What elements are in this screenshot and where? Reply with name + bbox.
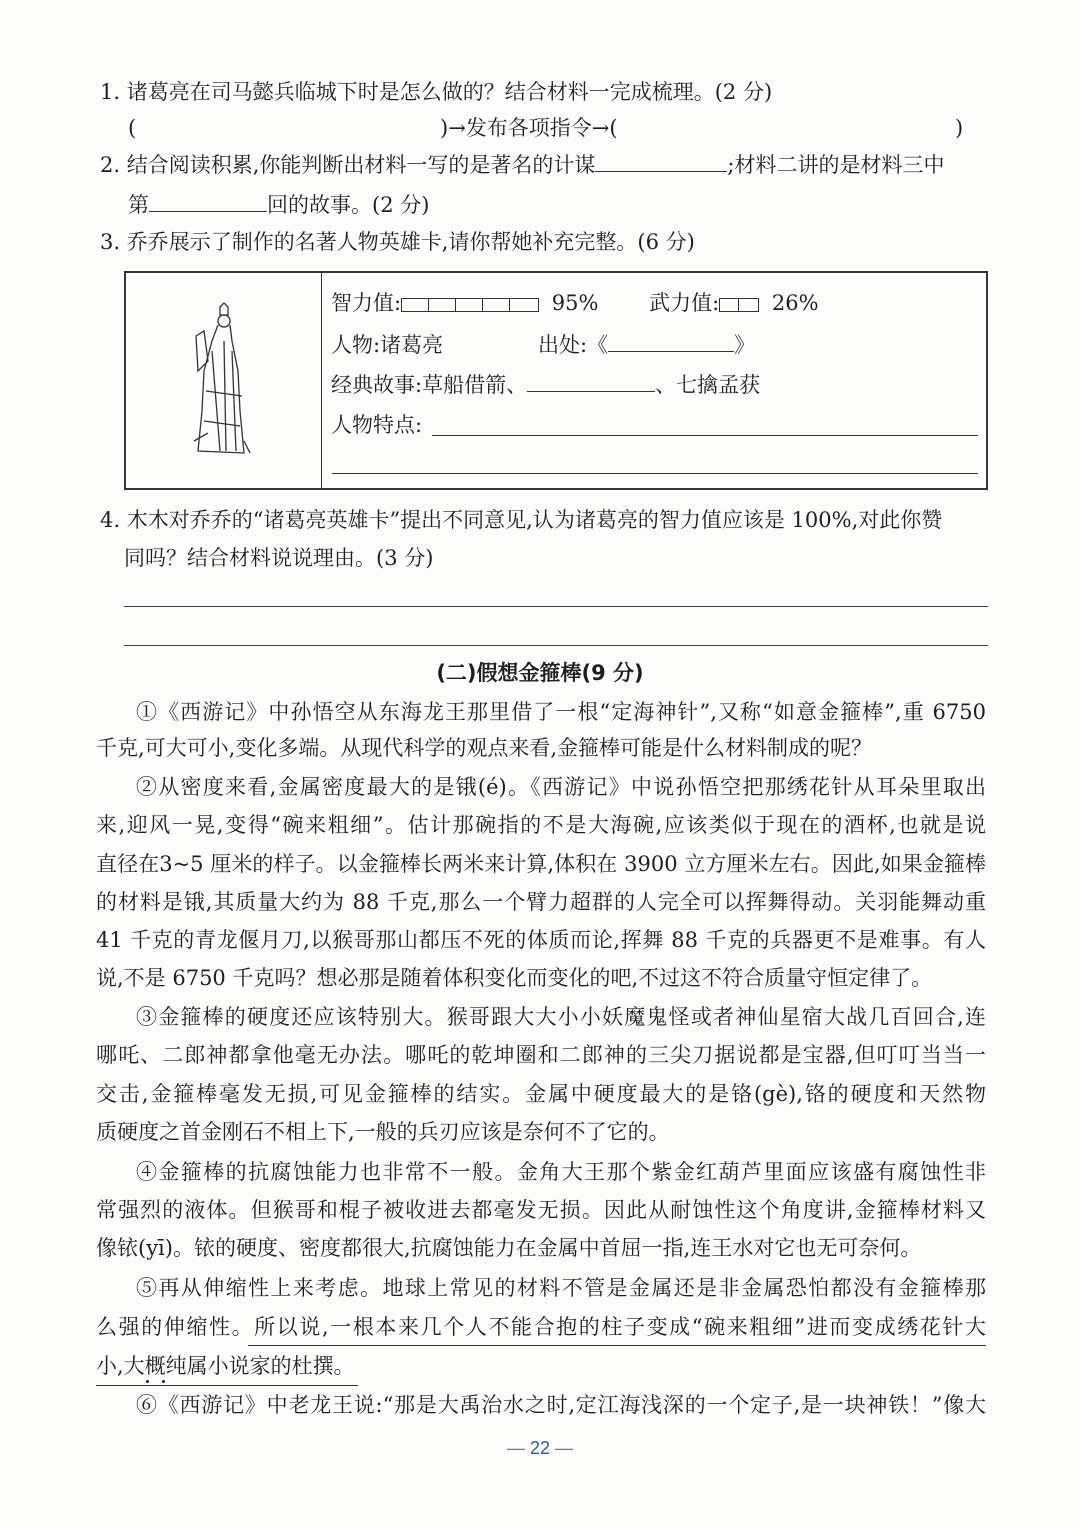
underline-sentence-1 (248, 1345, 986, 1346)
paragraph-3-line: 哪吒、二郎神都拿他毫无办法。哪吒的乾坤圈和二郎神的三尖刀据说都是宝器,但叮叮当当一 (96, 1043, 986, 1067)
question-4-line1: 4. 木木对乔乔的“诸葛亮英雄卡”提出不同意见,认为诸葛亮的智力值应该是 100%,对此你赞 (100, 508, 943, 532)
paragraph-5-line: 么强的伸缩性。所以说,一根本来几个人不能合抱的柱子变成“碗来粗细”进而变成绣花针大 (96, 1315, 986, 1339)
paragraph-1-line: ①《西游记》中孙悟空从东海龙王那里借了一根“定海神针”,又称“如意金箍棒”,重 6750 (136, 700, 986, 724)
q2-text-b: ;材料二讲的是材料三中 (727, 153, 945, 177)
underline-sentence-2 (96, 1385, 358, 1386)
intelligence-label: 智力值: (331, 291, 402, 315)
source-row (538, 331, 755, 359)
paragraph-5-line: 小,大概纯属小说家的杜撰。 (96, 1354, 355, 1378)
page-number-value: 22 (529, 1438, 551, 1458)
paragraph-4-line: 常强烈的液体。但猴哥和棍子被收进去都毫发无损。因此从耐蚀性这个角度讲,金箍棒材料又 (96, 1198, 986, 1222)
traits-answer-line-2[interactable] (332, 473, 978, 474)
emphasis-dot (146, 1380, 149, 1383)
paragraph-2-line: 41 千克的青龙偃月刀,以猴哥那山都压不死的体质而论,挥舞 88 千克的兵器更不是难事。有人 (96, 928, 986, 952)
section-title: (二)假想金箍棒(9 分) (436, 661, 644, 685)
q2-text-c: 第 (128, 193, 149, 217)
stats-row (331, 289, 819, 317)
question-3: 3. 乔乔展示了制作的名著人物英雄卡,请你帮她补充完整。(6 分) (100, 230, 695, 254)
force-label: 武力值: (649, 291, 720, 315)
question-2-line1 (100, 151, 944, 179)
intelligence-bar (401, 298, 539, 312)
stories-blank[interactable] (527, 371, 655, 392)
q2-blank-strategy[interactable] (595, 151, 727, 172)
paragraph-4-line: ④金箍棒的抗腐蚀能力也非常不一般。金角大王那个紫金红葫芦里面应该盛有腐蚀性非 (136, 1160, 986, 1184)
q2-blank-chapter[interactable] (149, 191, 267, 212)
q2-text-d: 回的故事。(2 分) (267, 193, 430, 217)
emphasis-dot (162, 1380, 165, 1383)
zhuge-liang-illustration (184, 301, 264, 461)
q1-close-paren: ) (955, 116, 964, 140)
paragraph-1-line: 千克,可大可小,变化多端。从现代科学的观点来看,金箍棒可能是什么材料制成的呢？ (96, 736, 873, 760)
intelligence-value: 95% (551, 291, 599, 315)
question-4-line2: 同吗？结合材料说说理由。(3 分) (124, 546, 434, 570)
q2-text-a: 2. 结合阅读积累,你能判断出材料一写的是著名的计谋 (100, 153, 596, 177)
person-label: 人物:诸葛亮 (331, 333, 444, 357)
question-2-line2 (128, 191, 429, 219)
page-number: — 22 — (506, 1438, 574, 1458)
paragraph-3-line: 交击,金箍棒毫发无损,可见金箍棒的结实。金属中硬度最大的是铬(gè),铬的硬度和天然物 (96, 1082, 986, 1106)
paragraph-2-line: 说,不是 6750 千克吗？想必那是随着体积变化而变化的吧,不过这不符合质量守恒定律了。 (96, 966, 933, 990)
paragraph-3-line: ③金箍棒的硬度还应该特别大。猴哥跟大大小小妖魔鬼怪或者神仙星宿大战几百回合,连 (136, 1005, 986, 1029)
paragraph-4-line: 像铱(yī)。铱的硬度、密度都很大,抗腐蚀能力在金属中首屈一指,连王水对它也无可奈何。 (96, 1236, 922, 1260)
stories-label: 经典故事:草船借箭、 (331, 373, 528, 397)
q1-middle: )→发布各项指令→( (440, 116, 618, 140)
q4-answer-line-2[interactable] (124, 645, 988, 646)
hero-card (124, 271, 988, 490)
source-blank[interactable] (608, 331, 734, 352)
question-1: 1. 诸葛亮在司马懿兵临城下时是怎么做的？结合材料一完成梳理。(2 分) (100, 80, 773, 104)
force-value: 26% (771, 291, 819, 315)
force-bar (719, 298, 759, 312)
traits-label: 人物特点: (331, 413, 423, 437)
paragraph-6-line: ⑥《西游记》中老龙王说:“那是大禹治水之时,定江海浅深的一个定子,是一块神铁！”像大 (136, 1393, 986, 1417)
source-close: 》 (734, 333, 756, 357)
paragraph-2-line: 的材料是锇,其质量大约为 88 千克,那么一个臂力超群的人完全可以挥舞得动。关羽能舞动重 (96, 890, 986, 914)
card-divider (321, 273, 322, 488)
paragraph-5-line: ⑤再从伸缩性上来考虑。地球上常见的材料不管是金属还是非金属恐怕都没有金箍棒那 (136, 1276, 986, 1300)
source-label: 出处:《 (538, 333, 609, 357)
paragraph-2-line: 直径在3~5 厘米的样子。以金箍棒长两米来计算,体积在 3900 立方厘米左右。因此,如果金箍棒 (96, 852, 986, 876)
q4-answer-line-1[interactable] (124, 606, 988, 607)
q1-open-paren: ( (128, 116, 137, 140)
paragraph-2-line: 来,迎风一晃,变得“碗来粗细”。估计那碗指的不是大海碗,应该类似于现在的酒杯,也就是说 (96, 813, 986, 837)
stories-row (331, 371, 760, 399)
paragraph-2-line: ②从密度来看,金属密度最大的是锇(é)。《西游记》中说孙悟空把那绣花针从耳朵里取出 (136, 775, 986, 799)
paragraph-3-line: 质硬度之首金刚石不相上下,一般的兵刃应该是奈何不了它的。 (96, 1120, 670, 1144)
stories-end: 、七擒孟获 (655, 373, 761, 397)
traits-answer-line-1[interactable] (432, 435, 978, 436)
